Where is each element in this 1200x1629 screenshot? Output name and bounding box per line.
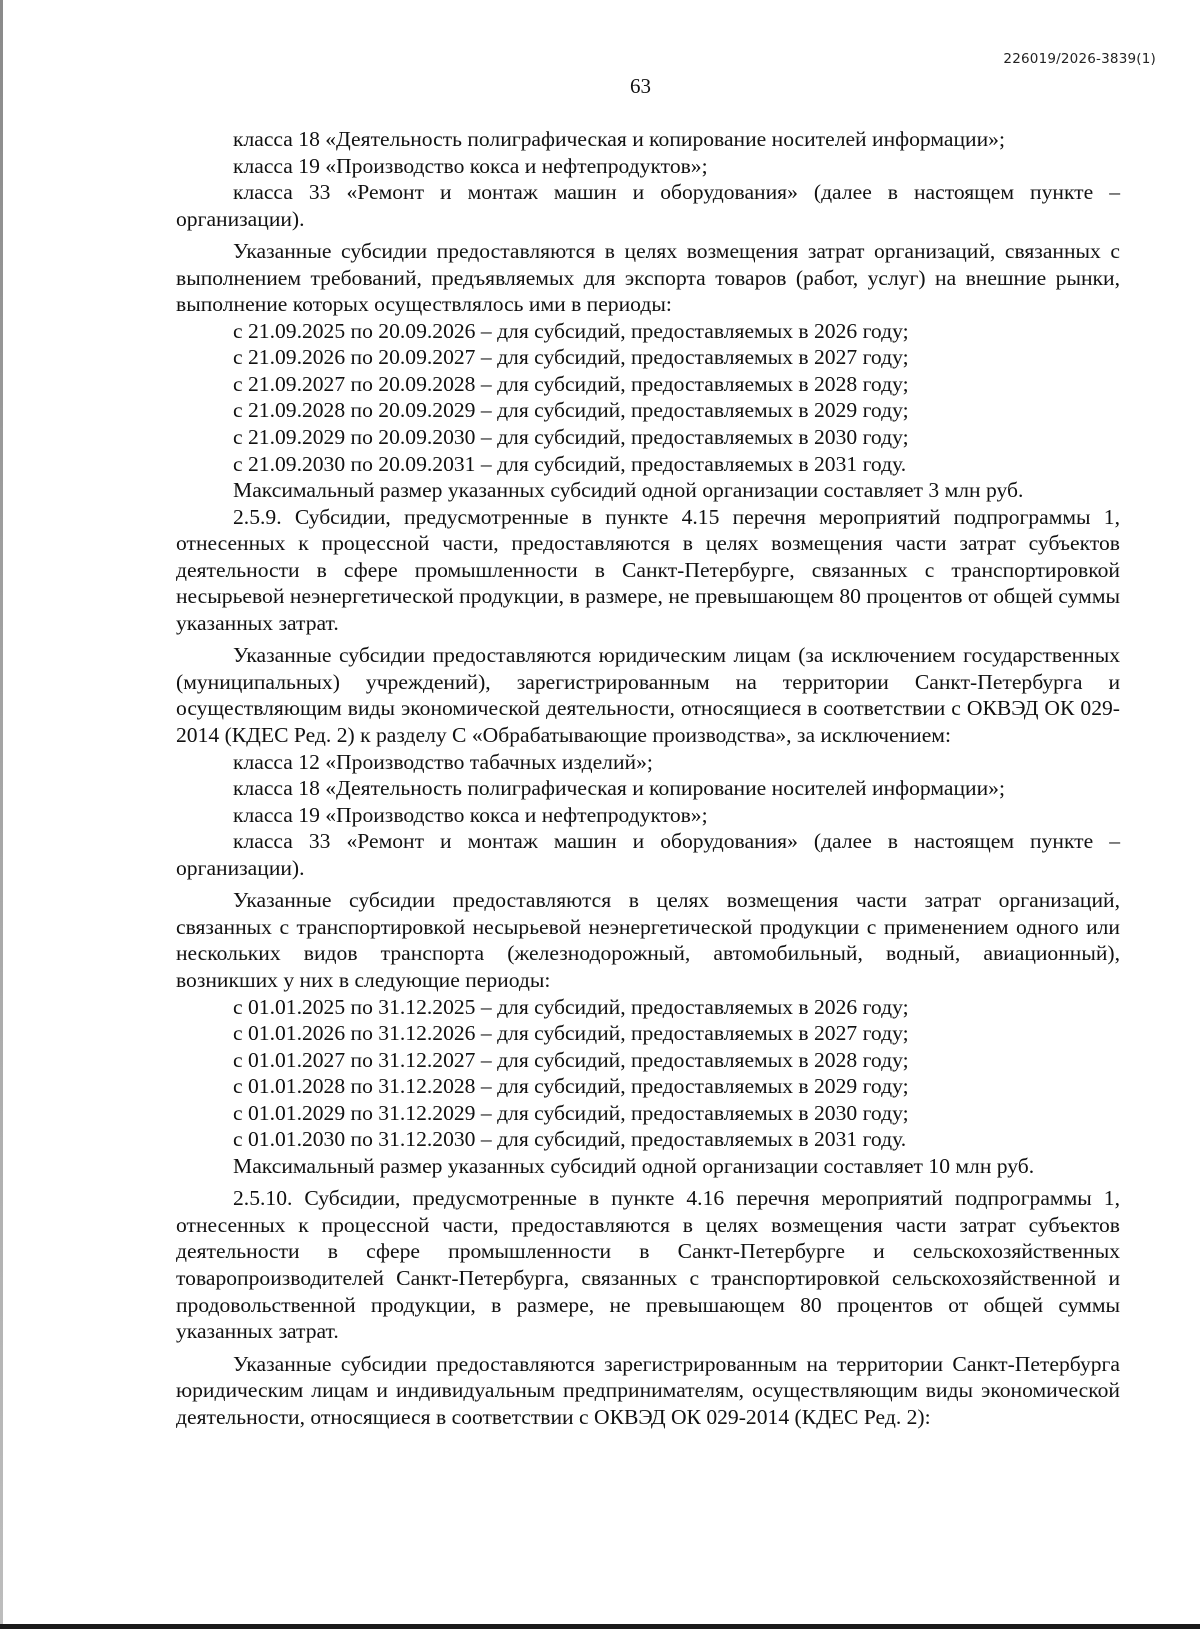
period-line: с 21.09.2025 по 20.09.2026 – для субсидий, предоставляемых в 2026 году; — [233, 318, 909, 343]
text-line: класса 18 «Деятельность полиграфическая и копирование носителей информации»; — [233, 127, 1005, 151]
text-line: Максимальный размер указанных субсидий одной организации составляет 3 млн руб. — [233, 478, 1024, 503]
section-paragraph: 2.5.10. Субсидии, предусмотренные в пункте 4.16 перечня мероприятий подпрограммы 1, отнесенных к процессной части, предоставляются в целях возмещения части затрат субъектов деятельности в сфере промышленности в Санкт-Петербурге и сельскохозяйственных товаропроизводителей Санкт-Петербурга, связанных с транспортировкой сельскохозяйственной и продовольственной продукции, в размере, не превышающем 80 процентов от общей суммы указанных затрат. — [176, 1186, 1120, 1344]
period-line: с 01.01.2029 по 31.12.2029 – для субсидий, предоставляемых в 2030 году; — [233, 1100, 909, 1125]
period-line: с 21.09.2027 по 20.09.2028 – для субсидий, предоставляемых в 2028 году; — [233, 371, 909, 396]
paragraph: Указанные субсидии предоставляются зарегистрированным на территории Санкт-Петербурга юридическим лицам и индивидуальным предпринимателям, осуществляющим виды экономической деятельности, относящиеся в соответствии с ОКВЭД ОК 029-2014 (КДЕС Ред. 2): — [176, 1351, 1120, 1429]
section-paragraph: 2.5.9. Субсидии, предусмотренные в пункте 4.15 перечня мероприятий подпрограммы 1, отнесенных к процессной части, предоставляются в целях возмещения части затрат субъектов деятельности в сфере промышленности в Санкт-Петербурге, связанных с транспортировкой несырьевой неэнергетической продукции, в размере, не превышающем 80 процентов от общей суммы указанных затрат. — [176, 504, 1120, 635]
period-line: с 01.01.2026 по 31.12.2026 – для субсидий, предоставляемых в 2027 году; — [233, 1021, 909, 1046]
text-line: класса 19 «Производство кокса и нефтепродуктов»; — [233, 153, 708, 178]
scan-bottom-edge — [0, 1624, 1200, 1629]
paragraph: класса 33 «Ремонт и монтаж машин и оборудования» (далее в настоящем пункте – организации). — [176, 180, 1120, 231]
text-line: класса 12 «Производство табачных изделий»; — [233, 749, 653, 774]
text-line: класса 18 «Деятельность полиграфическая и копирование носителей информации»; — [233, 776, 1005, 801]
document-body — [176, 126, 1120, 1430]
document-id: 226019/2026-3839(1) — [1003, 51, 1156, 67]
period-line: с 21.09.2029 по 20.09.2030 – для субсидий, предоставляемых в 2030 году; — [233, 425, 909, 450]
paragraph: Указанные субсидии предоставляются в целях возмещения затрат организаций, связанных с выполнением требований, предъявляемых для экспорта товаров (работ, услуг) на внешние рынки, выполнение которых осуществлялось ими в периоды: — [176, 239, 1120, 317]
paragraph: Максимальный размер указанных субсидий одной организации составляет 10 млн руб. — [233, 1153, 1035, 1178]
period-line: с 01.01.2025 по 31.12.2025 – для субсидий, предоставляемых в 2026 году; — [233, 994, 909, 1019]
period-line: с 21.09.2030 по 20.09.2031 – для субсидий, предоставляемых в 2031 году. — [233, 451, 907, 476]
period-line: с 01.01.2030 по 31.12.2030 – для субсидий, предоставляемых в 2031 году. — [233, 1127, 907, 1152]
period-line: с 21.09.2026 по 20.09.2027 – для субсидий, предоставляемых в 2027 году; — [233, 345, 909, 370]
scan-left-edge — [0, 0, 3, 1629]
period-line: с 01.01.2027 по 31.12.2027 – для субсидий, предоставляемых в 2028 году; — [233, 1047, 909, 1072]
paragraph: Указанные субсидии предоставляются в целях возмещения части затрат организаций, связанных с транспортировкой несырьевой неэнергетической продукции с применением одного или нескольких видов транспорта (железнодорожный, автомобильный, водный, авиационный), возникших у них в следующие периоды: — [176, 888, 1120, 992]
period-line: с 01.01.2028 по 31.12.2028 – для субсидий, предоставляемых в 2029 году; — [233, 1074, 909, 1099]
text-line: класса 19 «Производство кокса и нефтепродуктов»; — [233, 802, 708, 827]
paragraph: класса 33 «Ремонт и монтаж машин и оборудования» (далее в настоящем пункте – организации). — [176, 829, 1120, 880]
period-line: с 21.09.2028 по 20.09.2029 – для субсидий, предоставляемых в 2029 году; — [233, 398, 909, 423]
page-number: 63 — [630, 74, 651, 98]
paragraph: Указанные субсидии предоставляются юридическим лицам (за исключением государственных (муниципальных) учреждений), зарегистрированным на территории Санкт-Петербурга и осуществляющим виды экономической деятельности, относящиеся в соответствии с ОКВЭД ОК 029-2014 (КДЕС Ред. 2) к разделу С «Обрабатывающие производства», за исключением: — [176, 643, 1120, 748]
